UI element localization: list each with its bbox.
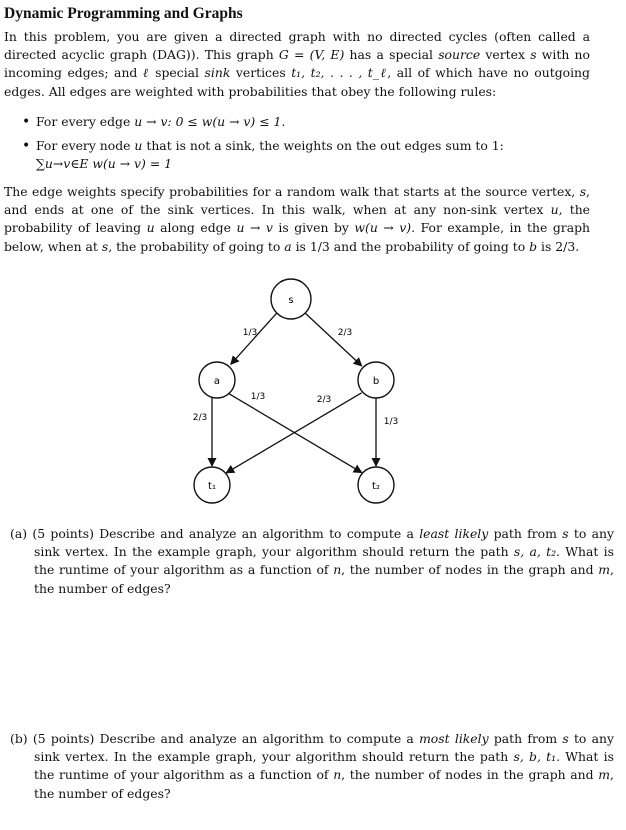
section-title: Dynamic Programming and Graphs <box>4 5 243 22</box>
walk-text: , and ends at one of the sink vertices. In this walk, when at any non-sink vertex <box>4 184 590 218</box>
rules-list <box>22 113 582 180</box>
node-a-label: a <box>213 376 221 387</box>
question-path: s, b, t₁ <box>513 749 557 765</box>
question-text: , the number of edges? <box>34 562 614 596</box>
node-b-label: b <box>372 376 380 387</box>
edge-s-b <box>304 312 362 366</box>
question-text: , the number of edges? <box>34 767 614 801</box>
question-emphasis: least likely <box>419 526 489 541</box>
question-a <box>10 525 614 598</box>
rule-math: u → v: 0 ≤ w(u → v) ≤ 1. <box>134 114 286 129</box>
walk-text: along edge <box>154 220 237 236</box>
question-emphasis: most likely <box>419 731 489 746</box>
sink-word: sink <box>204 65 231 81</box>
question-text: to any sink vertex. In the example graph, your algorithm should return the path <box>34 731 615 765</box>
edge-s-a <box>231 312 277 364</box>
intro-paragraph <box>4 28 590 101</box>
question-text: to any sink vertex. In the example graph, your algorithm should return the path <box>34 526 614 560</box>
intro-text: special <box>149 65 205 81</box>
rule-lead: For every edge <box>36 114 135 129</box>
intro-text: has a special <box>344 47 439 63</box>
weight-a-t1: 2/3 <box>192 413 208 423</box>
question-label: (b) <box>10 731 28 746</box>
source-variable: s <box>530 47 537 63</box>
walk-text: . For example, in the graph below, when at <box>4 220 590 254</box>
walk-var: a <box>284 238 292 254</box>
question-var: n <box>333 562 342 578</box>
walk-var: s <box>579 184 587 199</box>
question-text: , the number of nodes in the graph and <box>341 562 599 578</box>
walk-text: is 1/3 and the probability of going to <box>291 238 530 254</box>
question-var: s <box>562 526 569 541</box>
intro-text: , all of which have no outgoing edges. All edges are weighted with probabilities that obey the following rules: <box>4 65 590 99</box>
question-text: path from <box>488 526 563 541</box>
intro-text: with no incoming edges; and <box>4 47 590 81</box>
node-t1-label: t₁ <box>208 481 216 492</box>
walk-var: u <box>146 220 155 236</box>
source-word: source <box>438 47 481 63</box>
walk-text: is 2/3. <box>537 238 580 254</box>
ell-variable: ℓ <box>142 65 150 81</box>
weight-s-a: 1/3 <box>242 328 258 338</box>
question-text: path from <box>488 731 563 746</box>
question-var: n <box>333 767 342 783</box>
question-var: m <box>598 767 611 783</box>
question-text: Describe and analyze an algorithm to compute a <box>93 526 420 541</box>
weight-s-b: 2/3 <box>337 328 353 338</box>
question-path: s, a, t₂ <box>513 544 557 560</box>
walk-var: b <box>529 238 538 254</box>
rule-item <box>22 113 582 131</box>
weight-b-t1: 2/3 <box>316 395 332 405</box>
question-label: (a) <box>10 526 28 541</box>
walk-text: , the probability of leaving <box>4 202 591 236</box>
rule-variable: u <box>134 138 143 154</box>
intro-text: vertex <box>480 47 531 63</box>
intro-text: vertices <box>230 65 292 81</box>
walk-edge: u → v <box>236 220 273 236</box>
walk-text: The edge weights specify probabilities for a random walk that starts at the source vertex, <box>4 184 580 199</box>
question-b <box>10 730 614 803</box>
node-t2-label: t₂ <box>372 481 380 492</box>
sink-list: t₁, t₂, . . . , t_ℓ <box>291 65 388 81</box>
question-text: , the number of nodes in the graph and <box>341 767 599 783</box>
weight-b-t2: 1/3 <box>383 417 399 427</box>
sum-formula: ∑u→v∈E w(u → v) = 1 <box>36 156 173 172</box>
node-s-label: s <box>288 295 294 306</box>
question-text: . What is the runtime of your algorithm as a function of <box>34 749 614 783</box>
walk-text: is given by <box>272 220 355 236</box>
graph-definition: G = (V, E) <box>278 47 345 63</box>
walk-var: s <box>101 238 109 254</box>
rule-item <box>22 137 582 173</box>
walk-weight: w(u → v) <box>354 220 412 236</box>
question-text: . What is the runtime of your algorithm as a function of <box>34 544 614 578</box>
question-var: s <box>562 731 569 746</box>
weight-a-t2: 1/3 <box>250 392 266 402</box>
intro-text: In this problem, you are given a directed graph with no directed cycles (often called a directed acyclic graph (DAG)). This graph <box>4 29 590 63</box>
walk-paragraph <box>4 183 590 256</box>
question-var: m <box>598 562 611 578</box>
walk-text: , the probability of going to <box>108 238 285 254</box>
example-dag-diagram <box>180 268 420 508</box>
rule-lead: For every node <box>36 138 135 154</box>
rule-rest: that is not a sink, the weights on the out edges sum to 1: <box>142 138 504 154</box>
walk-var: u <box>550 202 559 218</box>
question-points: (5 points) <box>32 731 95 746</box>
question-points: (5 points) <box>32 526 94 541</box>
question-text: Describe and analyze an algorithm to compute a <box>94 731 420 746</box>
